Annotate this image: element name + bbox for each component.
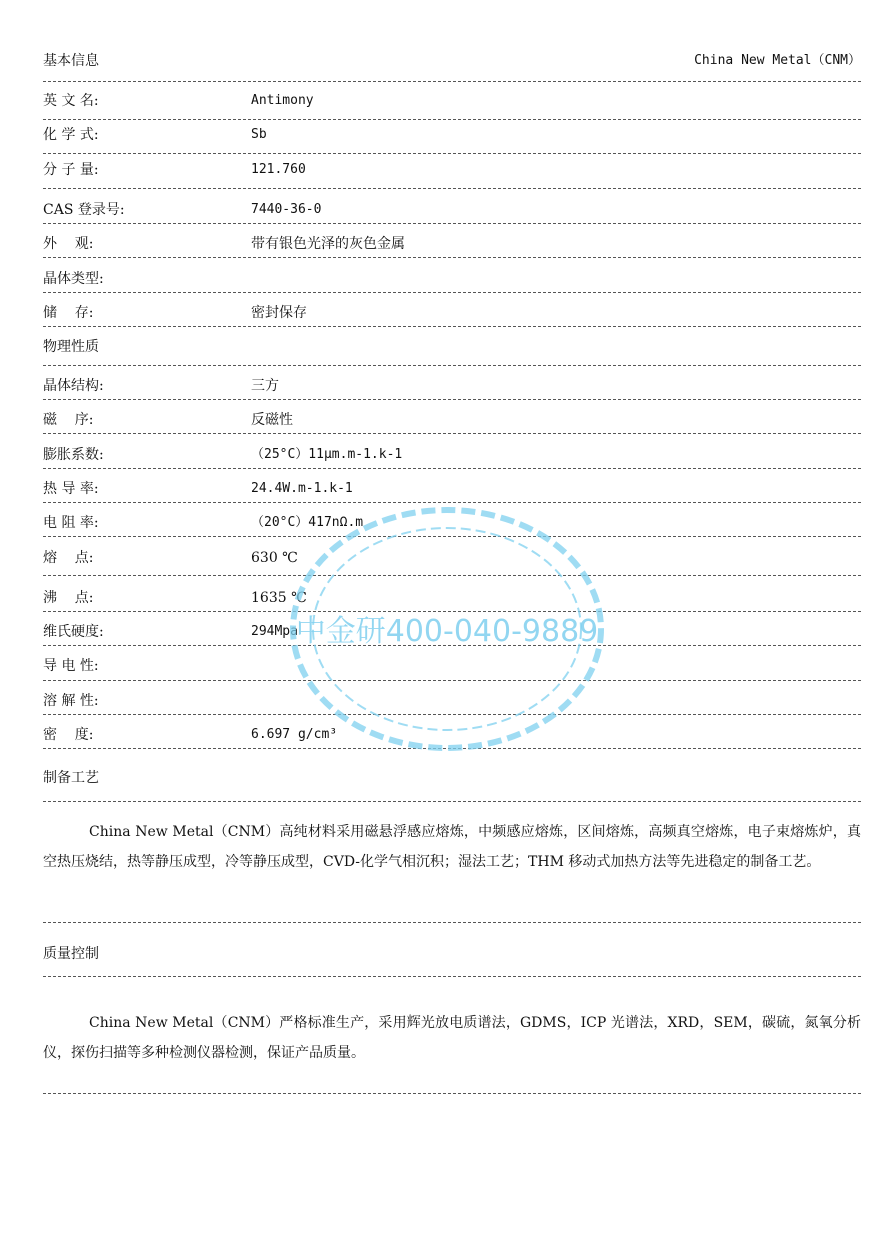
row-expansion — [43, 438, 861, 472]
field-value: 294Mpa — [251, 624, 298, 639]
field-value: 7440-36-0 — [251, 202, 322, 217]
divider — [43, 223, 861, 224]
divider — [43, 536, 861, 537]
field-value: 630 ℃ — [251, 550, 298, 566]
row-cas — [43, 193, 861, 227]
field-label: 维氏硬度: — [43, 624, 104, 640]
header-title: 基本信息 — [43, 53, 99, 69]
preparation-paragraph: China New Metal（CNM）高纯材料采用磁悬浮感应熔炼，中频感应熔炼，区间熔炼，高频真空熔炼，电子束熔炼炉，真空热压烧结，热等静压成型，冷等静压成型，CVD-化学气相沉积；湿法工艺；THM 移动式加热方法等先进稳定的制备工艺。 — [43, 824, 861, 870]
field-label: 晶体类型: — [43, 271, 104, 287]
field-value: 24.4W.m-1.k-1 — [251, 481, 353, 496]
divider — [43, 748, 861, 749]
header-brand: China New Metal（CNM） — [694, 53, 861, 68]
field-label: 分 子 量: — [43, 162, 99, 178]
field-value: 6.697 g/cm³ — [251, 727, 338, 742]
divider — [43, 611, 861, 612]
row-magnetic-order — [43, 403, 861, 437]
field-label: 磁 序: — [43, 412, 94, 428]
divider — [43, 922, 861, 923]
field-label: 英 文 名: — [43, 93, 99, 109]
divider — [43, 188, 861, 189]
section-title-physical: 物理性质 — [43, 339, 99, 355]
divider — [43, 714, 861, 715]
row-solubility — [43, 684, 861, 718]
row-formula — [43, 118, 861, 152]
divider — [43, 645, 861, 646]
divider — [43, 502, 861, 503]
divider — [43, 801, 861, 802]
field-label: 电 阻 率: — [43, 515, 99, 531]
row-vickers-hardness — [43, 615, 861, 649]
field-label: 热 导 率: — [43, 481, 99, 497]
field-value: 121.760 — [251, 162, 306, 177]
row-crystal-type — [43, 262, 861, 296]
divider — [43, 468, 861, 469]
field-label: 沸 点: — [43, 590, 94, 606]
field-label: 储 存: — [43, 305, 94, 321]
divider — [43, 81, 861, 82]
field-value: （20°C）417nΩ.m — [251, 515, 364, 530]
field-value: Antimony — [251, 93, 314, 108]
field-label: 导 电 性: — [43, 658, 99, 674]
field-label: 熔 点: — [43, 550, 94, 566]
field-value: 三方 — [251, 378, 279, 394]
row-english-name — [43, 84, 861, 118]
row-conductivity — [43, 649, 861, 683]
field-value: 1635 ℃ — [251, 590, 307, 606]
section-title-quality: 质量控制 — [43, 946, 99, 962]
row-storage — [43, 296, 861, 330]
section-title-preparation: 制备工艺 — [43, 770, 99, 786]
divider — [43, 257, 861, 258]
field-label: 晶体结构: — [43, 378, 104, 394]
row-appearance — [43, 227, 861, 261]
row-crystal-structure — [43, 369, 861, 403]
field-label: 密 度: — [43, 727, 94, 743]
divider — [43, 292, 861, 293]
field-value: 密封保存 — [251, 305, 307, 321]
divider — [43, 399, 861, 400]
row-thermal-conductivity — [43, 472, 861, 506]
divider — [43, 1093, 861, 1094]
field-label: 膨胀系数: — [43, 447, 104, 463]
divider — [43, 976, 861, 977]
field-value: 反磁性 — [251, 412, 293, 428]
field-value: Sb — [251, 127, 267, 142]
divider — [43, 365, 861, 366]
divider — [43, 433, 861, 434]
field-label: 化 学 式: — [43, 127, 99, 143]
divider — [43, 575, 861, 576]
watermark-text: 中金研400-040-9889 — [295, 614, 599, 649]
row-molecular-weight — [43, 153, 861, 187]
quality-paragraph: China New Metal（CNM）严格标准生产，采用辉光放电质谱法，GDMS，ICP 光谱法，XRD，SEM，碳硫，氮氧分析仪，探伤扫描等多种检测仪器检测，保证产品质量。 — [43, 1015, 861, 1061]
row-density — [43, 718, 861, 752]
row-resistivity — [43, 506, 861, 540]
field-label: CAS 登录号: — [43, 202, 125, 218]
divider — [43, 326, 861, 327]
field-label: 外 观: — [43, 236, 94, 252]
field-value: （25°C）11µm.m-1.k-1 — [251, 447, 403, 462]
row-boiling-point — [43, 581, 861, 615]
row-melting-point — [43, 541, 861, 575]
divider — [43, 680, 861, 681]
field-label: 溶 解 性: — [43, 693, 99, 709]
field-value: 带有银色光泽的灰色金属 — [251, 236, 405, 252]
